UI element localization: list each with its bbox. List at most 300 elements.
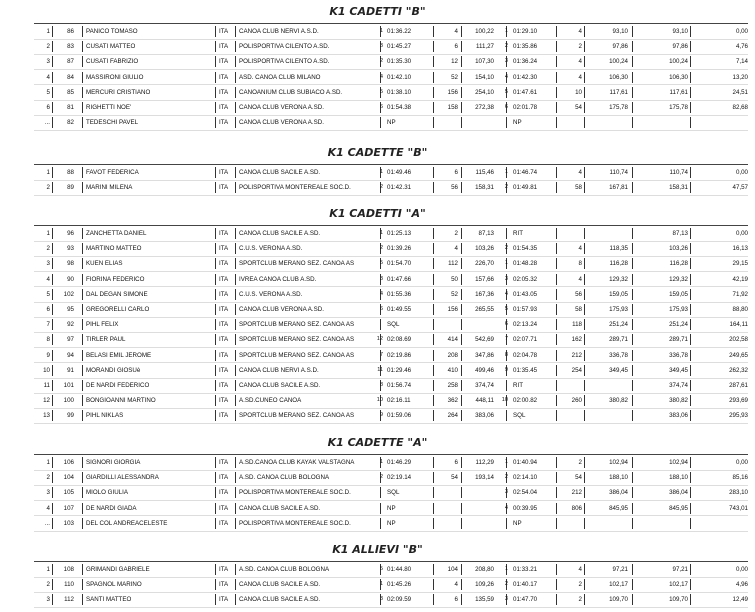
column-divider <box>584 289 585 300</box>
column-divider <box>82 487 83 498</box>
run1-time-cell: 01:25.13 <box>387 230 412 237</box>
athlete-name-cell: MORANDI GIOSUè <box>86 366 141 374</box>
gap-cell: 29,15 <box>732 260 748 268</box>
run2-rank-cell: 6 <box>504 321 508 328</box>
column-divider <box>235 258 236 269</box>
run1-time-cell: 02:19.14 <box>387 474 412 482</box>
run2-total-cell: 336,78 <box>609 351 628 359</box>
column-divider <box>584 410 585 421</box>
column-divider <box>433 258 434 269</box>
position-cell: 4 <box>46 504 50 512</box>
column-divider <box>556 503 557 514</box>
result-row <box>0 516 755 531</box>
column-divider <box>235 472 236 483</box>
column-divider <box>215 228 216 239</box>
run1-rank-cell: 8 <box>379 382 383 388</box>
column-divider <box>82 380 83 391</box>
result-row <box>0 85 755 100</box>
bib-cell: 96 <box>67 230 74 237</box>
position-cell: 2 <box>46 184 50 192</box>
column-divider <box>461 457 462 468</box>
run1-rank-cell: 1 <box>379 581 383 588</box>
column-divider <box>690 304 691 315</box>
nation-cell: ITA <box>219 459 229 466</box>
column-divider <box>461 365 462 376</box>
column-divider <box>82 117 83 128</box>
column-divider <box>215 350 216 361</box>
run1-time-cell: NP <box>387 119 396 127</box>
column-divider <box>433 182 434 193</box>
column-divider <box>584 365 585 376</box>
position-cell: 4 <box>46 73 50 81</box>
column-divider <box>461 410 462 421</box>
bib-cell: 84 <box>67 73 74 81</box>
athlete-name-cell: MIOLO GIULIA <box>86 489 128 497</box>
run2-rank-cell: 3 <box>504 275 508 282</box>
column-divider <box>632 258 633 269</box>
column-divider <box>82 102 83 113</box>
column-divider <box>82 289 83 300</box>
position-cell: ... <box>44 119 50 127</box>
run2-rank-cell: 1 <box>504 28 508 34</box>
result-row <box>0 393 755 408</box>
category-title: K1 CADETTI "B" <box>329 5 426 18</box>
column-divider <box>52 472 53 483</box>
nation-cell: ITA <box>219 397 229 405</box>
result-row <box>0 317 755 332</box>
column-divider <box>433 365 434 376</box>
bib-cell: 112 <box>64 596 74 604</box>
athlete-name-cell: SIGNORI GIORGIA <box>86 459 141 466</box>
run1-total-cell: 193,14 <box>475 474 494 482</box>
run2-penalty-cell: 58 <box>575 184 582 192</box>
column-divider <box>556 243 557 254</box>
run2-penalty-cell: 4 <box>578 28 582 35</box>
run1-rank-cell: 9 <box>379 412 383 419</box>
column-divider <box>632 365 633 376</box>
position-cell: 2 <box>46 43 50 51</box>
best-result-cell: 289,71 <box>669 336 688 344</box>
run1-time-cell: NP <box>387 519 396 527</box>
run1-time-cell: 01:49.55 <box>387 306 412 313</box>
position-cell: 2 <box>46 245 50 253</box>
club-cell: CANOA CLUB NERVI A.S.D. <box>239 366 319 374</box>
club-cell: IVREA CANOA CLUB A.SD. <box>239 275 317 283</box>
column-divider <box>690 457 691 468</box>
column-divider <box>52 41 53 52</box>
bib-cell: 103 <box>63 519 74 527</box>
run2-time-cell: 02:14.10 <box>513 474 538 482</box>
result-row <box>0 115 755 130</box>
column-divider <box>584 258 585 269</box>
club-cell: CANOANIUM CLUB SUBIACO A.SD. <box>239 88 343 96</box>
column-divider <box>556 304 557 315</box>
column-divider <box>52 228 53 239</box>
position-cell: 1 <box>46 566 50 573</box>
column-divider <box>215 167 216 178</box>
column-divider <box>632 503 633 514</box>
position-cell: 12 <box>43 397 50 405</box>
run1-time-cell: 01:54.70 <box>387 260 412 268</box>
column-divider <box>632 304 633 315</box>
column-divider <box>235 319 236 330</box>
column-divider <box>433 274 434 285</box>
run1-penalty-cell: 52 <box>451 290 458 298</box>
club-cell: SPORTCLUB MERANO SEZ. CANOA AS <box>239 412 355 420</box>
column-divider <box>215 487 216 498</box>
column-divider <box>690 182 691 193</box>
column-divider <box>584 350 585 361</box>
best-result-cell: 129,32 <box>669 275 688 283</box>
run1-time-cell: SQL <box>387 489 400 497</box>
run2-rank-cell: 1 <box>504 260 508 267</box>
result-row <box>0 272 755 287</box>
run1-penalty-cell: 4 <box>454 581 458 589</box>
gap-cell: 202,58 <box>729 336 748 344</box>
nation-cell: ITA <box>219 119 229 127</box>
column-divider <box>52 102 53 113</box>
bib-cell: 94 <box>67 351 74 359</box>
column-divider <box>82 72 83 83</box>
athlete-name-cell: GRIMANDI GABRIELE <box>86 566 150 573</box>
column-divider <box>82 395 83 406</box>
run2-time-cell: 01:47.61 <box>513 88 538 96</box>
athlete-name-cell: MARINI MILENA <box>86 184 133 192</box>
run2-penalty-cell: 212 <box>571 489 582 497</box>
club-cell: CANOA CLUB VERONA A.SD. <box>239 104 324 111</box>
column-divider <box>584 395 585 406</box>
column-divider <box>556 87 557 98</box>
column-divider <box>82 503 83 514</box>
position-cell: 7 <box>46 321 50 329</box>
best-result-cell: 97,21 <box>672 566 688 573</box>
column-divider <box>235 228 236 239</box>
club-cell: CANOA CLUB SACILE A.SD. <box>239 581 321 589</box>
run1-penalty-cell: 4 <box>454 245 458 253</box>
bib-cell: 93 <box>67 245 74 253</box>
column-divider <box>215 274 216 285</box>
nation-cell: ITA <box>219 581 229 589</box>
nation-cell: ITA <box>219 489 229 497</box>
category-title: K1 CADETTE "B" <box>327 146 428 159</box>
result-row <box>0 378 755 393</box>
run1-time-cell: 01:59.06 <box>387 412 412 420</box>
column-divider <box>632 457 633 468</box>
best-result-cell: 110,74 <box>669 169 688 176</box>
column-divider <box>690 594 691 605</box>
column-divider <box>52 56 53 67</box>
nation-cell: ITA <box>219 169 229 176</box>
bib-cell: 107 <box>63 504 74 512</box>
run1-total-cell: 542,69 <box>475 336 494 344</box>
column-divider <box>215 26 216 37</box>
column-divider <box>215 102 216 113</box>
result-row <box>0 363 755 378</box>
column-divider <box>632 472 633 483</box>
column-divider <box>235 380 236 391</box>
run1-rank-cell: 4 <box>379 290 383 297</box>
column-divider <box>433 102 434 113</box>
run2-time-cell: 02:54.04 <box>513 489 538 497</box>
run2-rank-cell: 1 <box>504 566 508 572</box>
gap-cell: 71,92 <box>732 290 748 298</box>
gap-cell: 85,16 <box>732 474 748 482</box>
column-divider <box>380 518 381 529</box>
club-cell: SPORTCLUB MERANO SEZ. CANOA AS <box>239 336 355 344</box>
gap-cell: 13,20 <box>732 73 748 81</box>
result-row <box>0 24 755 39</box>
athlete-name-cell: SPAGNOL MARINO <box>86 581 142 589</box>
run2-penalty-cell: 2 <box>578 43 582 51</box>
position-cell: 3 <box>46 58 50 66</box>
run2-time-cell: RIT <box>513 382 523 389</box>
column-divider <box>632 380 633 391</box>
position-cell: 11 <box>43 382 50 389</box>
column-divider <box>690 564 691 575</box>
run2-rank-cell: 4 <box>504 290 508 297</box>
gap-cell: 0,00 <box>735 459 748 466</box>
column-divider <box>632 182 633 193</box>
run2-rank-cell: 2 <box>504 245 508 252</box>
column-divider <box>690 274 691 285</box>
athlete-name-cell: FIORINA FEDERICO <box>86 275 145 283</box>
run2-total-cell: 175,93 <box>609 306 628 313</box>
column-divider <box>52 117 53 128</box>
column-divider <box>632 56 633 67</box>
column-divider <box>690 102 691 113</box>
run2-time-cell: SQL <box>513 412 526 420</box>
best-result-cell: 349,45 <box>669 366 688 374</box>
column-divider <box>461 304 462 315</box>
position-cell: 8 <box>46 336 50 344</box>
result-row <box>0 577 755 592</box>
nation-cell: ITA <box>219 43 229 51</box>
column-divider <box>380 117 381 128</box>
gap-cell: 249,65 <box>729 351 748 359</box>
column-divider <box>506 380 507 391</box>
column-divider <box>433 487 434 498</box>
bib-cell: 82 <box>67 119 74 127</box>
bib-cell: 83 <box>67 43 74 51</box>
gap-cell: 42,19 <box>732 275 748 283</box>
gap-cell: 24,51 <box>732 88 748 96</box>
column-divider <box>215 503 216 514</box>
run2-penalty-cell: 4 <box>578 566 582 573</box>
column-divider <box>52 487 53 498</box>
column-divider <box>584 380 585 391</box>
bib-cell: 91 <box>67 366 74 374</box>
run2-time-cell: 02:04.78 <box>513 351 538 359</box>
run2-total-cell: 251,24 <box>609 321 628 329</box>
column-divider <box>556 518 557 529</box>
club-cell: C.U.S. VERONA A.SD. <box>239 290 303 298</box>
column-divider <box>235 117 236 128</box>
result-row <box>0 470 755 485</box>
nation-cell: ITA <box>219 412 229 420</box>
best-result-cell: 109,70 <box>669 596 688 604</box>
best-result-cell: 175,78 <box>669 104 688 111</box>
column-divider <box>380 487 381 498</box>
run1-penalty-cell: 54 <box>451 474 458 482</box>
column-divider <box>433 380 434 391</box>
run1-penalty-cell: 104 <box>447 566 458 573</box>
column-divider <box>82 579 83 590</box>
result-row <box>0 348 755 363</box>
column-divider <box>632 487 633 498</box>
gap-cell: 4,96 <box>735 581 748 589</box>
athlete-name-cell: DE NARDI FEDERICO <box>86 382 150 389</box>
column-divider <box>82 319 83 330</box>
column-divider <box>690 228 691 239</box>
run1-time-cell: 01:49.46 <box>387 169 412 176</box>
nation-cell: ITA <box>219 504 229 512</box>
club-cell: ASD. CANOA CLUB MILANO <box>239 73 321 81</box>
column-divider <box>556 395 557 406</box>
run2-rank-cell: 5 <box>504 306 508 312</box>
best-result-cell: 386,04 <box>669 489 688 497</box>
column-divider <box>215 395 216 406</box>
column-divider <box>461 243 462 254</box>
run1-penalty-cell: 156 <box>447 306 458 313</box>
column-divider <box>461 102 462 113</box>
athlete-name-cell: DE NARDI GIADA <box>86 504 137 512</box>
column-divider <box>215 380 216 391</box>
athlete-name-cell: ZANCHETTA DANIEL <box>86 230 147 237</box>
column-divider <box>215 182 216 193</box>
column-divider <box>52 579 53 590</box>
column-divider <box>215 41 216 52</box>
column-divider <box>461 56 462 67</box>
column-divider <box>235 350 236 361</box>
column-divider <box>632 72 633 83</box>
column-divider <box>584 503 585 514</box>
bib-cell: 97 <box>67 336 74 344</box>
run2-total-cell: 845,95 <box>609 504 628 512</box>
run1-total-cell: 157,66 <box>475 275 494 283</box>
column-divider <box>52 289 53 300</box>
run2-rank-cell: 3 <box>504 489 508 496</box>
column-divider <box>584 579 585 590</box>
best-result-cell: 106,30 <box>669 73 688 81</box>
column-divider <box>235 274 236 285</box>
run2-total-cell: 110,74 <box>609 169 628 176</box>
column-divider <box>82 167 83 178</box>
position-cell: 6 <box>46 306 50 313</box>
column-divider <box>461 564 462 575</box>
run1-total-cell: 109,26 <box>475 581 494 589</box>
column-divider <box>584 564 585 575</box>
run2-total-cell: 93,10 <box>612 28 628 35</box>
column-divider <box>690 167 691 178</box>
run1-total-cell: 347,86 <box>475 351 494 359</box>
athlete-name-cell: RIGHETTI NOE' <box>86 104 132 111</box>
position-cell: 10 <box>43 366 50 374</box>
run2-time-cell: 01:35.45 <box>513 366 538 374</box>
run2-rank-cell: 9 <box>504 366 508 373</box>
run1-total-cell: 107,30 <box>475 58 494 66</box>
column-divider <box>215 304 216 315</box>
column-divider <box>556 410 557 421</box>
run2-penalty-cell: 4 <box>578 169 582 176</box>
column-divider <box>215 56 216 67</box>
column-divider <box>632 564 633 575</box>
nation-cell: ITA <box>219 366 229 374</box>
bib-cell: 92 <box>67 321 74 329</box>
column-divider <box>690 518 691 529</box>
run2-rank-cell: 5 <box>504 88 508 95</box>
bib-cell: 85 <box>67 88 74 96</box>
run1-penalty-cell: 158 <box>447 104 458 111</box>
column-divider <box>433 564 434 575</box>
column-divider <box>632 594 633 605</box>
run1-time-cell: 01:54.38 <box>387 104 412 111</box>
column-divider <box>584 472 585 483</box>
nation-cell: ITA <box>219 566 229 573</box>
position-cell: 3 <box>46 596 50 604</box>
column-divider <box>82 518 83 529</box>
club-cell: SPORTCLUB MERANO SEZ. CANOA AS <box>239 321 355 329</box>
column-divider <box>433 56 434 67</box>
column-divider <box>690 26 691 37</box>
column-divider <box>506 117 507 128</box>
run1-time-cell: 01:56.74 <box>387 382 412 389</box>
best-result-cell: 102,17 <box>669 581 688 589</box>
run1-penalty-cell: 156 <box>447 88 458 96</box>
best-result-cell: 116,28 <box>669 260 688 268</box>
gap-cell: 262,32 <box>729 366 748 374</box>
nation-cell: ITA <box>219 382 229 389</box>
nation-cell: ITA <box>219 321 229 329</box>
best-result-cell: 188,10 <box>669 474 688 482</box>
column-divider <box>433 117 434 128</box>
run2-time-cell: NP <box>513 519 522 527</box>
column-divider <box>52 334 53 345</box>
club-cell: CANOA CLUB SACILE A.SD. <box>239 596 321 604</box>
run2-penalty-cell: 254 <box>571 366 582 374</box>
gap-cell: 0,00 <box>735 28 748 35</box>
club-cell: SPORTCLUB MERANO SEZ. CANOA AS <box>239 260 355 268</box>
column-divider <box>461 503 462 514</box>
column-divider <box>235 26 236 37</box>
result-row <box>0 332 755 347</box>
column-divider <box>82 182 83 193</box>
bib-cell: 110 <box>64 581 74 589</box>
run2-total-cell: 167,81 <box>609 184 628 192</box>
column-divider <box>584 274 585 285</box>
run1-rank-cell: 1 <box>379 28 383 34</box>
column-divider <box>506 228 507 239</box>
row-separator <box>34 130 748 131</box>
column-divider <box>690 487 691 498</box>
run2-total-cell: 100,24 <box>609 58 628 66</box>
column-divider <box>632 117 633 128</box>
position-cell: ... <box>44 519 50 527</box>
nation-cell: ITA <box>219 290 229 298</box>
run1-time-cell: 01:36.22 <box>387 28 412 35</box>
column-divider <box>215 410 216 421</box>
best-result-cell: 251,24 <box>669 321 688 329</box>
column-divider <box>433 167 434 178</box>
column-divider <box>461 579 462 590</box>
column-divider <box>690 289 691 300</box>
run1-penalty-cell: 2 <box>454 230 458 237</box>
run1-rank-cell: 5 <box>379 88 383 95</box>
run1-penalty-cell: 410 <box>447 366 458 374</box>
column-divider <box>556 365 557 376</box>
run1-time-cell: 02:19.86 <box>387 351 412 359</box>
column-divider <box>52 274 53 285</box>
column-divider <box>461 87 462 98</box>
